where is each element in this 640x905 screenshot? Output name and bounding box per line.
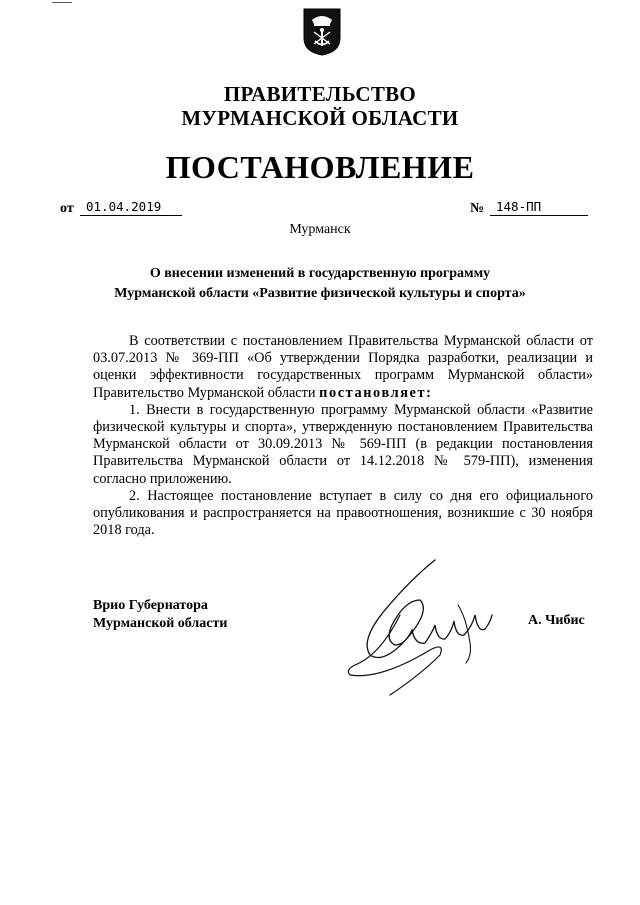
document-date: 01.04.2019 (80, 199, 182, 216)
body-paragraph-3: 2. Настоящее постановление вступает в силу со дня его официального опубликования и распространяется на правоотношения, возникшие с 30 ноября 2018 года. (93, 487, 593, 539)
document-body (93, 333, 593, 539)
document-number: 148-ПП (490, 199, 588, 216)
coat-of-arms-icon (303, 8, 341, 56)
city-name: Мурманск (289, 222, 351, 237)
paragraph-1-text: В соответствии с постановлением Правительства Мурманской области от 03.07.2013 № 369-ПП «Об утверждении Порядка разработки, реализации и оценки эффективности государственных программ Мурманской области» Правительство Мурманской области (93, 333, 593, 401)
subject-line1: О внесении изменений в государственную программу (149, 266, 491, 281)
body-paragraph-2: 1. Внести в государственную программу Мурманской области «Развитие физической культуры и спорта», утвержденную постановлением Правительства Мурманской области от 30.09.2013 № 569-ПП (в редакции постановления Правительства Мурманской области от 14.12.2018 № 579-ПП), изменения согласно приложению. (93, 401, 593, 487)
scan-mark (52, 2, 72, 3)
government-name-line1: ПРАВИТЕЛЬСТВО (223, 82, 417, 106)
government-name-line2: МУРМАНСКОЙ ОБЛАСТИ (181, 106, 459, 130)
handwritten-signature (340, 555, 500, 705)
signer-name: А. Чибис (528, 613, 585, 628)
decree-keyword: постановляет: (319, 384, 433, 401)
signer-position-line2: Мурманской области (93, 616, 228, 631)
number-prefix: № (470, 201, 485, 216)
subject-line2: Мурманской области «Развитие физической культуры и спорта» (114, 286, 526, 301)
date-prefix: от (60, 201, 74, 216)
document-type-title: ПОСТАНОВЛЕНИЕ (165, 149, 475, 185)
signer-position-line1: Врио Губернатора (93, 598, 208, 613)
body-paragraph-1 (93, 333, 593, 402)
